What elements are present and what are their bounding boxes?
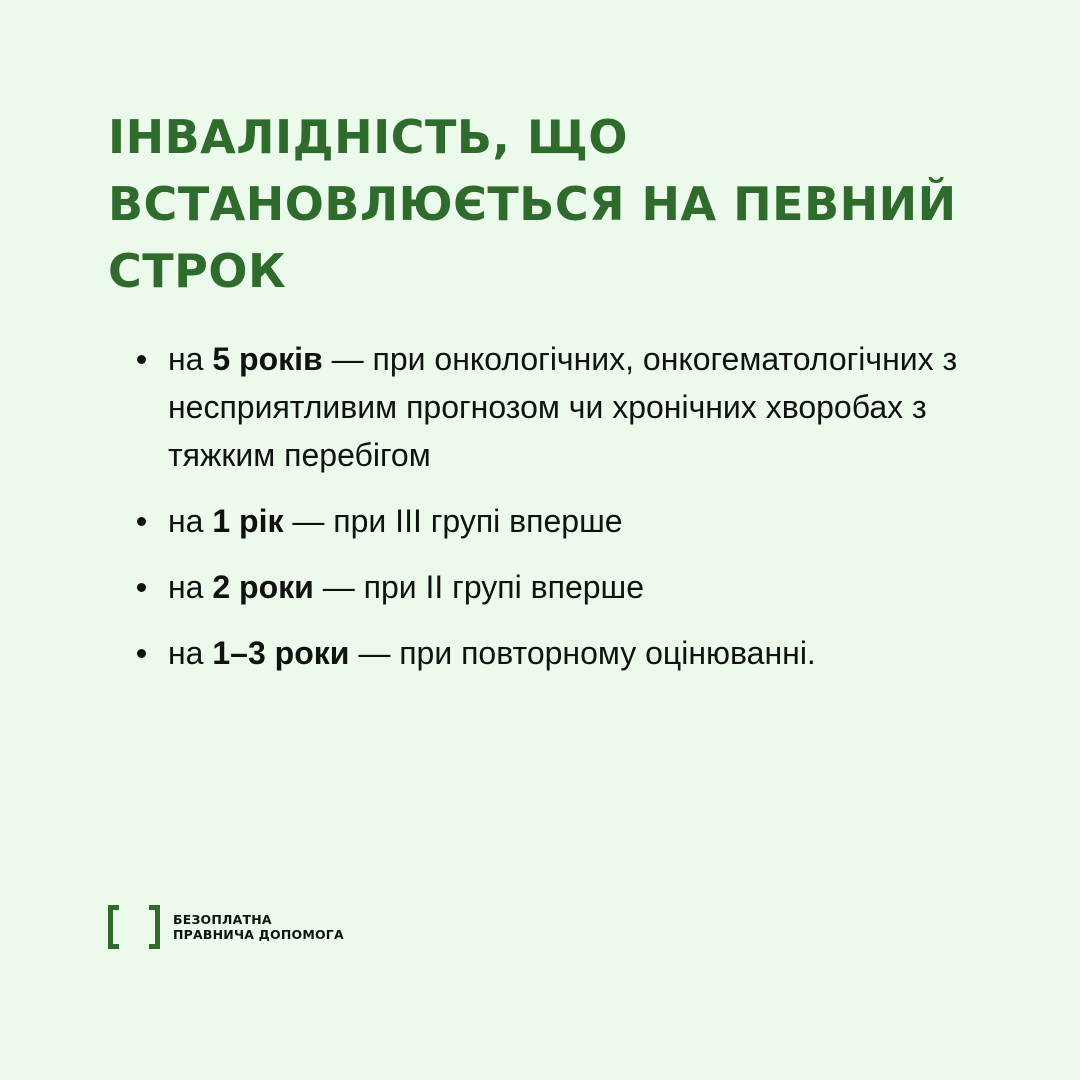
item-description: — при онкологічних, онкогематологічних з несприятливим прогнозом чи хронічних хворобах з тяжким перебігом: [168, 341, 958, 473]
bullet-icon: [137, 355, 146, 364]
bullet-icon: [137, 517, 146, 526]
list-item: [137, 335, 967, 479]
item-description: — при ІІ групі вперше: [313, 569, 644, 605]
list-item: [137, 497, 967, 545]
item-prefix: на: [168, 635, 213, 671]
page-title: ІНВАЛІДНІСТЬ, ЩО ВСТАНОВЛЮЄТЬСЯ НА ПЕВНИЙ СТРОК: [108, 110, 957, 298]
item-description: — при ІІІ групі вперше: [283, 503, 623, 539]
term-list: [137, 335, 967, 695]
list-item: [137, 563, 967, 611]
item-term: 2 роки: [212, 569, 314, 605]
logo-line-2: ПРАВНИЧА ДОПОМОГА: [173, 927, 344, 942]
logo-line-1: БЕЗОПЛАТНА: [173, 912, 272, 927]
item-prefix: на: [168, 503, 213, 539]
item-term: 5 років: [212, 341, 323, 377]
item-term: 1–3 роки: [212, 635, 350, 671]
item-term: 1 рік: [212, 503, 284, 539]
organization-logo: [108, 905, 344, 949]
bullet-icon: [137, 649, 146, 658]
bullet-icon: [137, 583, 146, 592]
list-item: [137, 629, 967, 677]
item-prefix: на: [168, 341, 213, 377]
item-description: — при повторному оцінюванні.: [349, 635, 816, 671]
logo-text: [173, 912, 344, 942]
bracket-logo-icon: [108, 905, 160, 949]
item-prefix: на: [168, 569, 213, 605]
